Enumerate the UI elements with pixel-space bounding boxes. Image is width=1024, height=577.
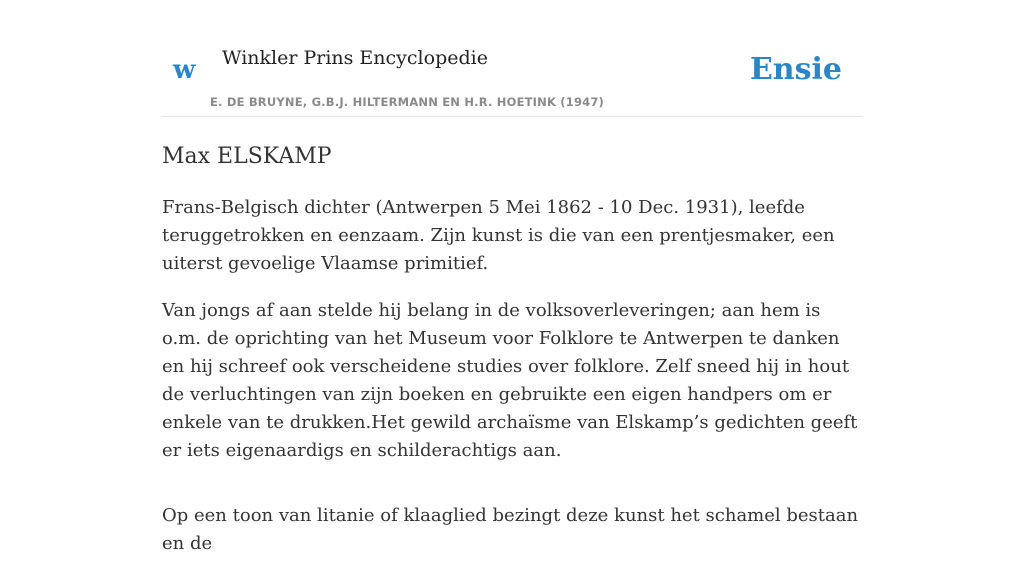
page-title: Max ELSKAMP — [162, 144, 332, 169]
article-paragraph: Frans-Belgisch dichter (Antwerpen 5 Mei 1862 - 10 Dec. 1931), leefde teruggetrokken en eenzaam. Zijn kunst is die van een prentjesmaker, een uiterst gevoelige Vlaamse primitief. — [162, 197, 835, 274]
article-paragraph: Van jongs af aan stelde hij belang in de volksoverleveringen; aan hem is o.m. de oprichting van het Museum voor Folklore te Antwerpen te danken en hij schreef ook verscheidene studies over folklore. Zelf sneed hij in hout de verluchtingen van zijn boeken en gebruikte een eigen handpers om er enkele van te drukken.Het gewild archaïsme van Elskamp’s gedichten geeft er iets eigenaardigs en schilderachtigs aan. — [162, 300, 858, 461]
source-header — [162, 0, 862, 117]
article-body — [162, 194, 862, 558]
source-authors: E. DE BRUYNE, G.B.J. HILTERMANN EN H.R. HOETINK (1947) — [210, 95, 605, 109]
page — [162, 0, 862, 577]
ensie-logo[interactable]: Ensie — [749, 52, 842, 87]
source-title-link[interactable]: Winkler Prins Encyclopedie — [222, 47, 488, 69]
article-paragraph: Op een toon van litanie of klaaglied bezingt deze kunst het schamel bestaan en de — [162, 505, 859, 554]
source-logo-icon[interactable]: w — [173, 55, 196, 85]
